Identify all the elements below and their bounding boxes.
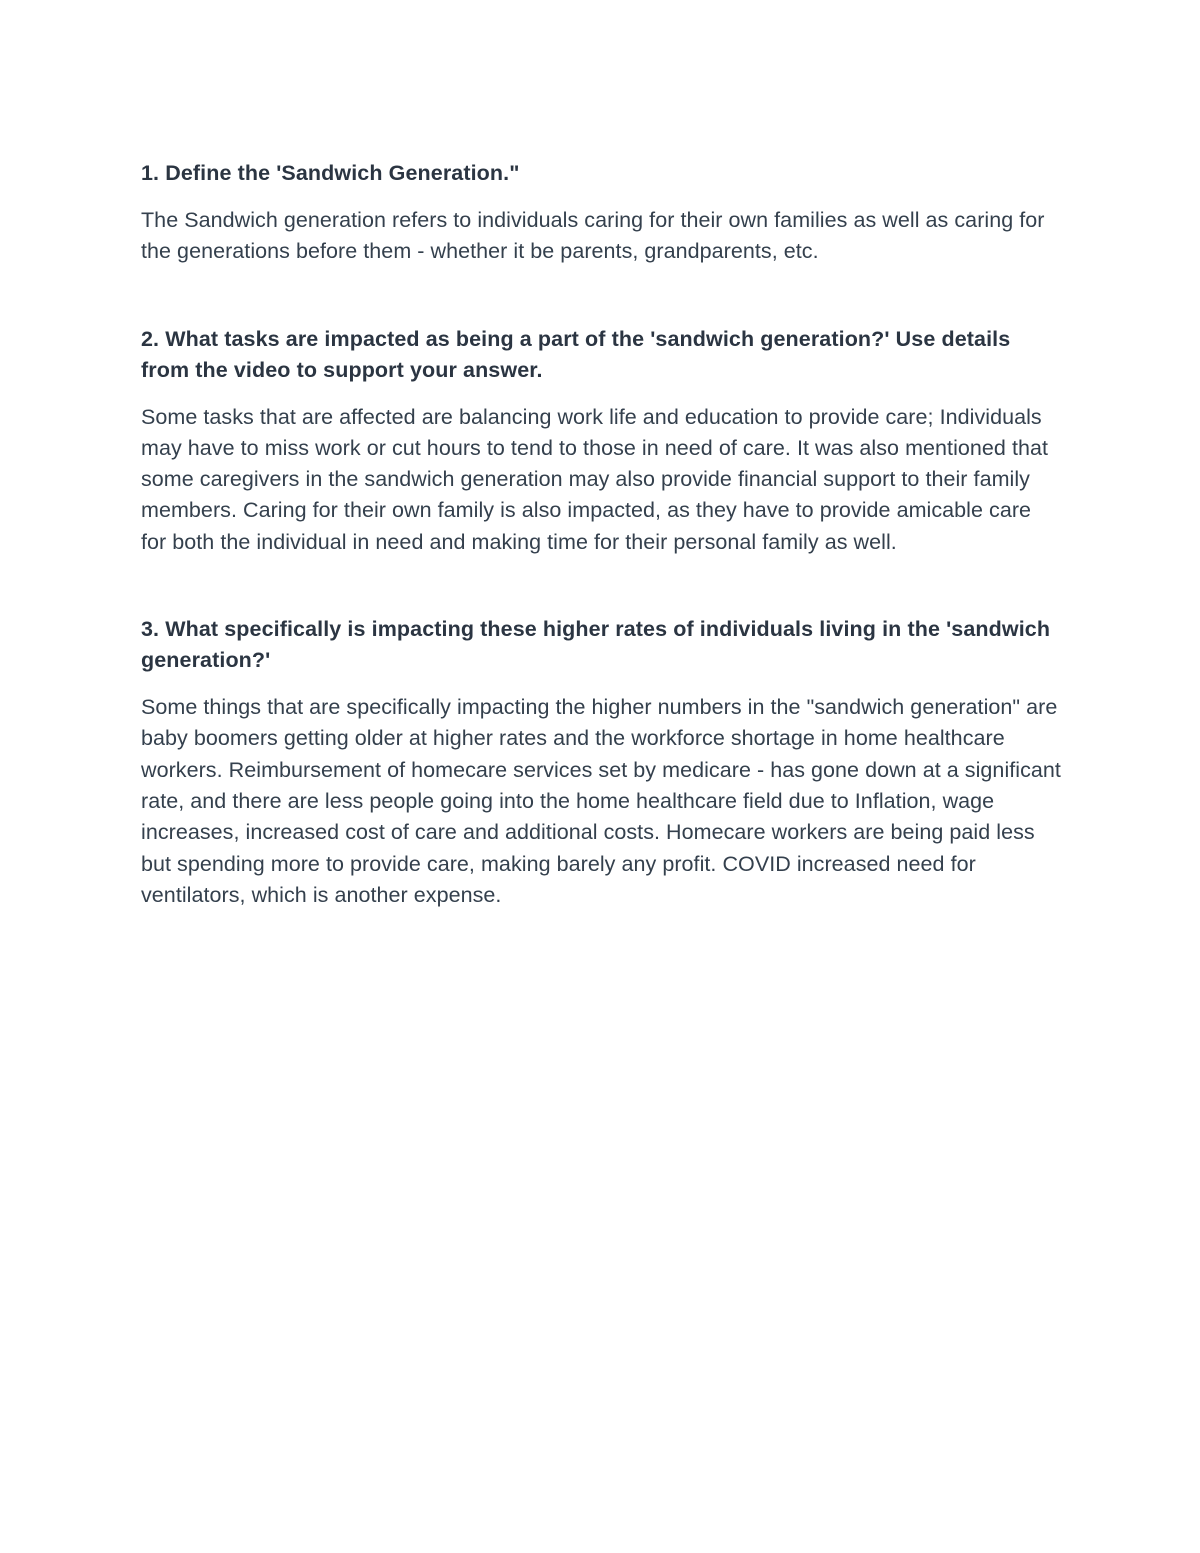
question-section-2: [141, 324, 1061, 558]
answer-text: The Sandwich generation refers to individuals caring for their own families as well as caring for the generations before them - whether it be parents, grandparents, etc.: [141, 208, 1045, 264]
question-heading: 3. What specifically is impacting these higher rates of individuals living in the 'sandwich generation?': [141, 617, 1051, 673]
answer-text: Some tasks that are affected are balancing work life and education to provide care; Individuals may have to miss work or cut hours to tend to those in need of care. It was also mentioned that some caregivers in the sandwich generation may also provide financial support to their family members. Caring for their own family is also impacted, as they have to provide amicable care for both the individual in need and making time for their personal family as well.: [141, 404, 1049, 554]
question-section-3: [141, 614, 1061, 911]
question-section-1: [141, 158, 1061, 268]
question-heading: 2. What tasks are impacted as being a part of the 'sandwich generation?' Use details from the video to support your answer.: [141, 326, 1011, 382]
document-body: [141, 158, 1061, 911]
question-heading: 1. Define the 'Sandwich Generation.": [141, 161, 520, 185]
answer-text: Some things that are specifically impacting the higher numbers in the "sandwich generation" are baby boomers getting older at higher rates and the workforce shortage in home healthcare workers. Reimbursement of homecare services set by medicare - has gone down at a significant rate, and there are less people going into the home healthcare field due to Inflation, wage increases, increased cost of care and additional costs. Homecare workers are being paid less but spending more to provide care, making barely any profit. COVID increased need for ventilators, which is another expense.: [141, 695, 1061, 907]
